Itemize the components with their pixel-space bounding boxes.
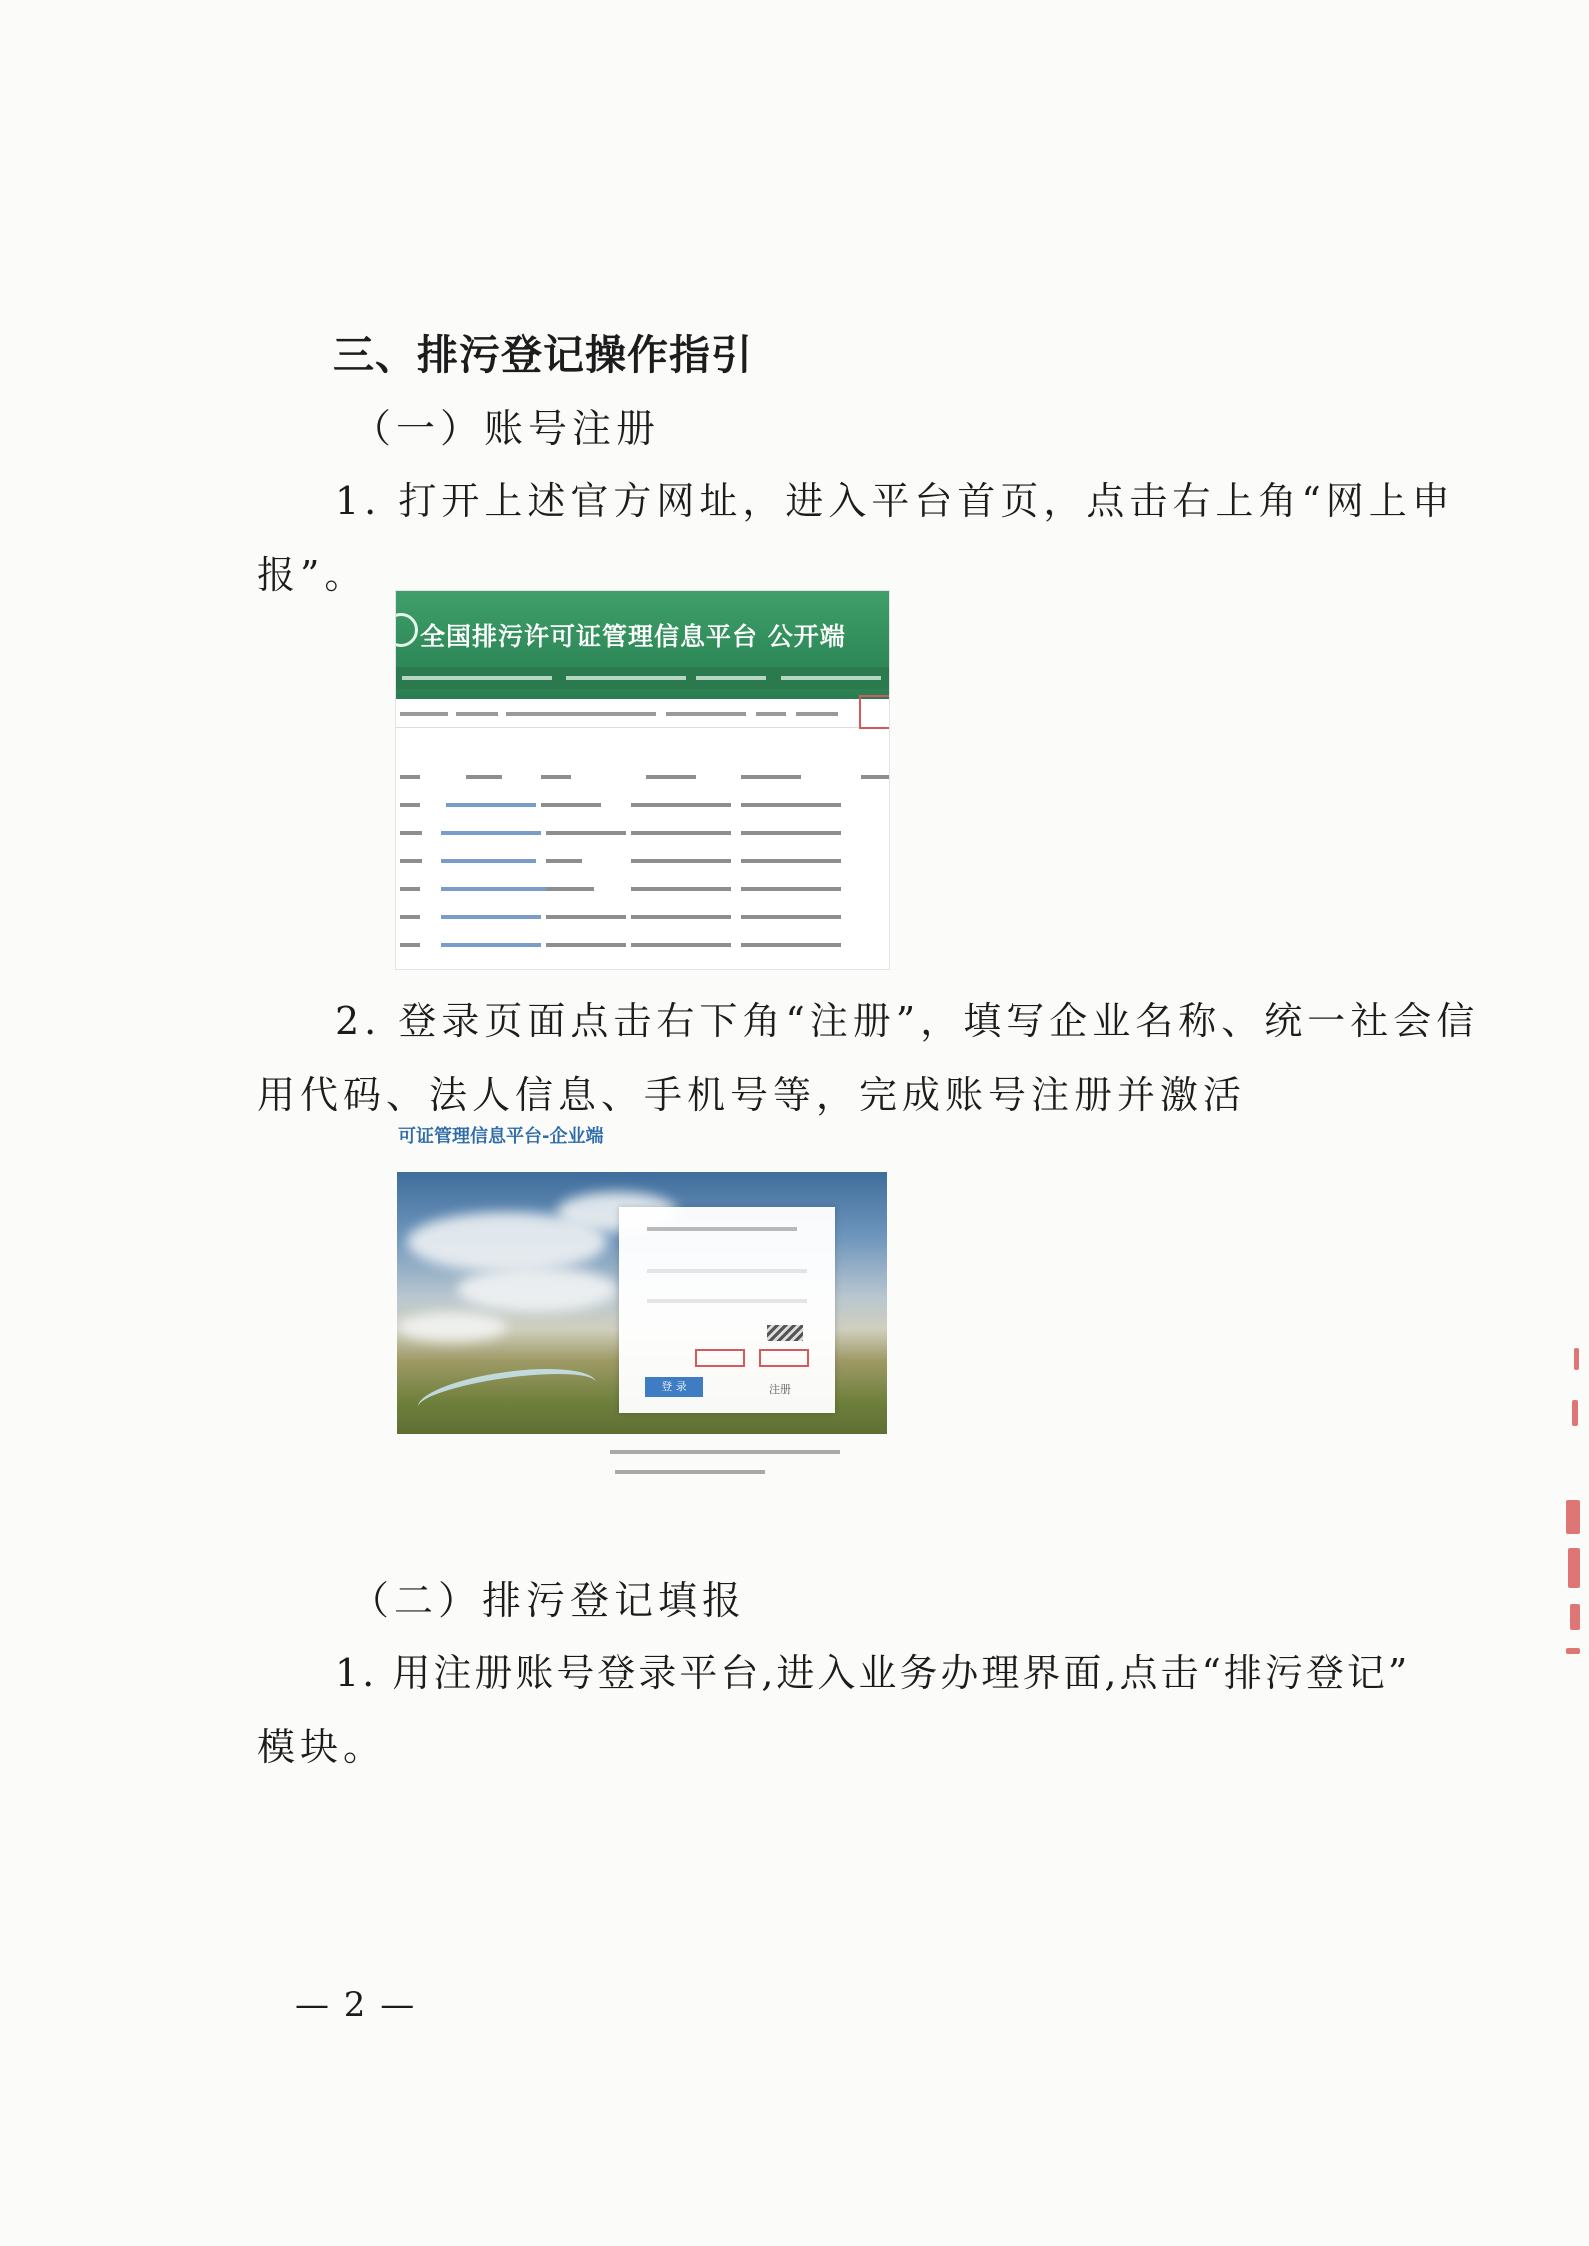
table-row bbox=[396, 887, 889, 897]
part1-heading: （一）账号注册 bbox=[352, 407, 661, 452]
emblem-icon bbox=[395, 613, 418, 647]
river-graphic bbox=[415, 1360, 600, 1431]
login-footer-line bbox=[615, 1470, 765, 1474]
register-link: 注册 bbox=[769, 1383, 791, 1396]
page-number: — 2 — bbox=[295, 1985, 417, 2025]
enterprise-portal-caption: 可证管理信息平台-企业端 bbox=[398, 1126, 604, 1147]
table-row bbox=[396, 915, 889, 925]
enterprise-login-screenshot bbox=[397, 1172, 887, 1434]
part2-step1-line2: 模块。 bbox=[257, 1725, 387, 1769]
login-button: 登 录 bbox=[645, 1377, 703, 1397]
table-row bbox=[396, 943, 889, 953]
highlight-box bbox=[759, 1349, 809, 1367]
part2-heading: （二）排污登记填报 bbox=[350, 1579, 747, 1624]
part1-step2-line2: 用代码、法人信息、手机号等，完成账号注册并激活 bbox=[257, 1073, 1247, 1117]
highlight-box bbox=[695, 1349, 745, 1367]
part1-step1-line2: 报”。 bbox=[257, 553, 368, 597]
screenshot-notice-strip bbox=[396, 667, 889, 689]
screenshot-table-header bbox=[396, 775, 889, 785]
part1-step1-line1: 1. 打开上述官方网址，进入平台首页，点击右上角“网上申 bbox=[335, 479, 1455, 523]
part1-step2-line1: 2. 登录页面点击右下角“注册”，填写企业名称、统一社会信 bbox=[335, 999, 1480, 1043]
table-row bbox=[396, 859, 889, 869]
screenshot-nav-bar bbox=[396, 703, 889, 728]
section-title: 三、排污登记操作指引 bbox=[333, 331, 753, 379]
table-row bbox=[396, 831, 889, 841]
screenshot-platform-title: 全国排污许可证管理信息平台 公开端 bbox=[420, 622, 846, 651]
online-declare-highlight bbox=[859, 695, 890, 729]
login-footer-line bbox=[610, 1450, 840, 1454]
part2-step1-line1: 1. 用注册账号登录平台,进入业务办理界面,点击“排污登记” bbox=[335, 1651, 1411, 1695]
table-row bbox=[396, 803, 889, 813]
login-panel bbox=[619, 1207, 835, 1413]
platform-homepage-screenshot bbox=[395, 590, 890, 970]
screenshot-banner bbox=[396, 591, 889, 699]
captcha-image bbox=[767, 1325, 803, 1341]
